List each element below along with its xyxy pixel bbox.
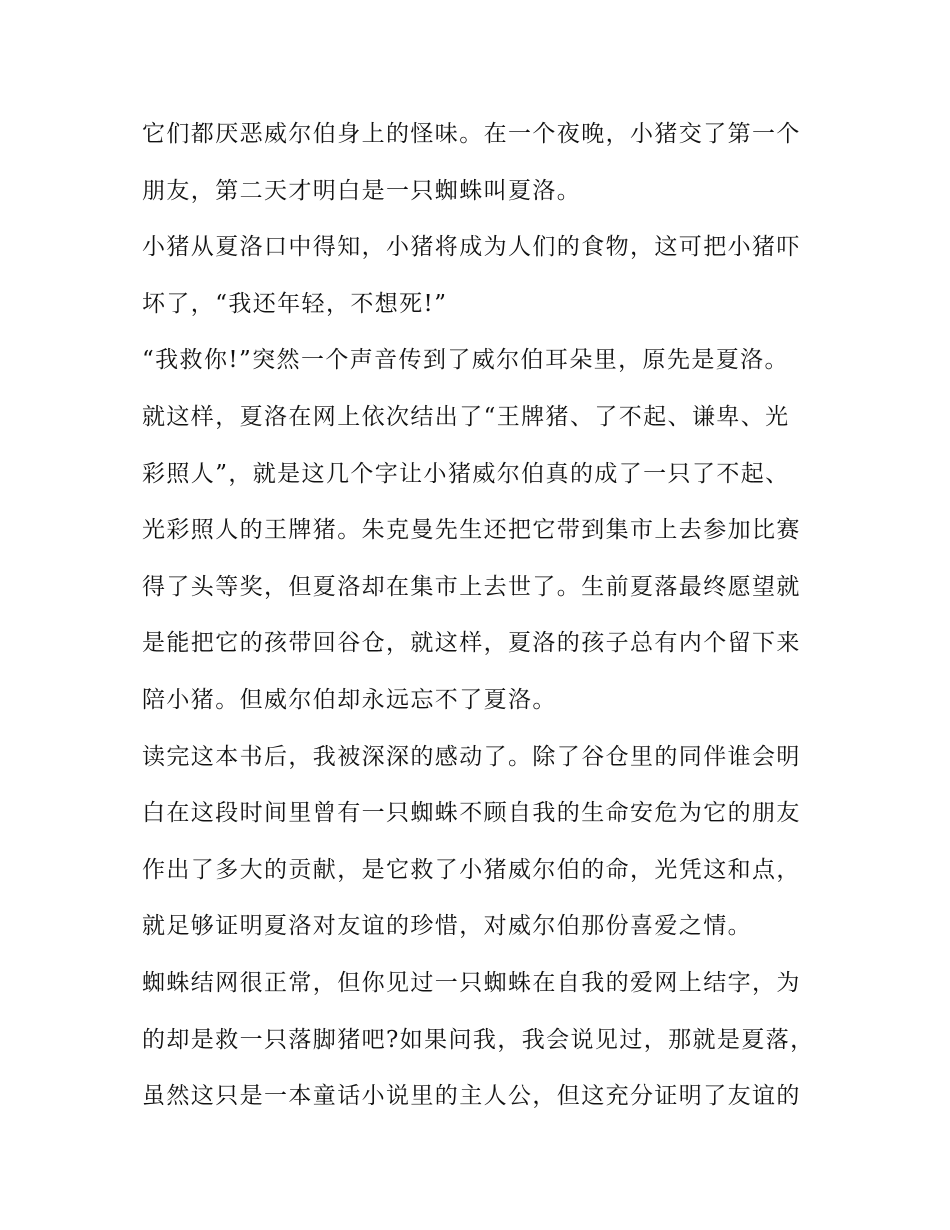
text-line: 白在这段时间里曾有一只蜘蛛不顾自我的生命安危为它的朋友 bbox=[142, 800, 801, 827]
text-line: 就这样，夏洛在网上依次结出了“王牌猪、了不起、谦卑、光 bbox=[142, 403, 790, 430]
text-line: 作出了多大的贡献，是它救了小猪威尔伯的命，光凭这和点， bbox=[142, 856, 801, 883]
body-text bbox=[142, 106, 822, 1125]
text-line: 就足够证明夏洛对友谊的珍惜，对威尔伯那份喜爱之情。 bbox=[142, 913, 752, 940]
text-line: 坏了，“我还年轻，不想死!” bbox=[142, 290, 448, 317]
text-line: 得了头等奖，但夏洛却在集市上去世了。生前夏落最终愿望就 bbox=[142, 573, 801, 600]
text-line: 虽然这只是一本童话小说里的主人公，但这充分证明了友谊的 bbox=[142, 1083, 801, 1110]
text-line: 朋友，第二天才明白是一只蜘蛛叫夏洛。 bbox=[142, 177, 582, 204]
text-line: 蜘蛛结网很正常，但你见过一只蜘蛛在自我的爱网上结字，为 bbox=[142, 969, 801, 996]
text-line: 彩照人”，就是这几个字让小猪威尔伯真的成了一只了不起、 bbox=[142, 460, 790, 487]
text-line: 陪小猪。但威尔伯却永远忘不了夏洛。 bbox=[142, 686, 557, 713]
text-line: 光彩照人的王牌猪。朱克曼先生还把它带到集市上去参加比赛 bbox=[142, 517, 801, 544]
text-line: 它们都厌恶威尔伯身上的怪味。在一个夜晚，小猪交了第一个 bbox=[142, 121, 801, 147]
text-line: 读完这本书后，我被深深的感动了。除了谷仓里的同伴谁会明 bbox=[142, 743, 801, 770]
text-line: 小猪从夏洛口中得知，小猪将成为人们的食物，这可把小猪吓 bbox=[142, 234, 801, 261]
text-line: 的却是救一只落脚猪吧?如果问我，我会说见过，那就是夏落， bbox=[142, 1026, 815, 1053]
text-line: 是能把它的孩带回谷仓，就这样，夏洛的孩子总有内个留下来 bbox=[142, 630, 801, 657]
text-line: “我救你!”突然一个声音传到了威尔伯耳朵里，原先是夏洛。 bbox=[142, 347, 789, 374]
